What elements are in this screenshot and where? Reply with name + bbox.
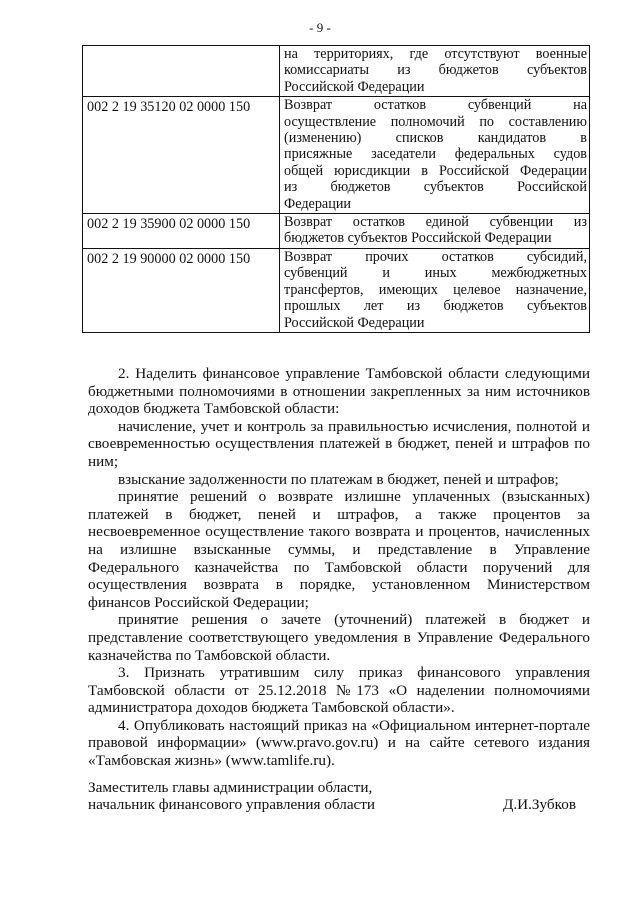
description-line: на территориях, где отсутствуют военные xyxy=(284,46,587,62)
page-number: - 9 - xyxy=(309,20,331,35)
order-body xyxy=(88,365,590,770)
description-line: Федерации xyxy=(284,195,352,212)
paragraph-refund: принятие решений о возврате излишне уплаченных (взысканных) платежей в бюджет, пеней и штрафов, а также процентов за несвоевременное осуществление такого возврата и процентов, начисленных на излишне взысканные суммы, и представление в Управление Федерального казначейства по Тамбовской области поручений для осуществления возврата в порядке, установленном Министерством финансов Российской Федерации; xyxy=(88,488,590,611)
revenue-codes-table xyxy=(82,45,590,333)
description-line: общей юрисдикции в Российской Федерации xyxy=(284,162,587,179)
description-line: субвенций и иных межбюджетных xyxy=(284,265,587,282)
table-row xyxy=(83,248,590,332)
code-cell: 002 2 19 90000 02 0000 150 xyxy=(83,248,280,332)
description-line: Российской Федерации xyxy=(284,314,425,331)
description-line: Возврат прочих остатков субсидий, xyxy=(284,248,587,265)
table-row xyxy=(83,214,590,249)
table-row xyxy=(83,97,590,214)
description-line: (изменению) списков кандидатов в xyxy=(284,130,587,147)
paragraph-collection: взыскание задолженности по платежам в бюджет, пеней и штрафов; xyxy=(118,470,559,488)
signature-block xyxy=(88,779,590,813)
description-line: Российской Федерации xyxy=(284,78,425,95)
description-line: трансфертов, имеющих целевое назначение, xyxy=(284,281,587,298)
description-line: присяжные заседатели федеральных судов xyxy=(284,146,587,163)
description-cell xyxy=(280,97,590,214)
description-line: Возврат остатков субвенций на xyxy=(284,97,587,114)
paragraph-item-2: 2. Наделить финансовое управление Тамбовской области следующими бюджетными полномочиями в отношении закрепленных за ним источников доходов бюджета Тамбовской области: xyxy=(88,365,590,418)
description-line: комиссариаты из бюджетов субъектов xyxy=(284,62,587,79)
description-cell xyxy=(280,46,590,97)
description-line: прошлых лет из бюджетов субъектов xyxy=(284,298,587,315)
code-cell xyxy=(83,46,280,97)
description-cell xyxy=(280,248,590,332)
signatory-name: Д.И.Зубков xyxy=(502,796,576,813)
description-line: из бюджетов субъектов Российской xyxy=(284,179,587,196)
code-cell: 002 2 19 35900 02 0000 150 xyxy=(83,214,280,249)
description-line: осуществление полномочий по составлению xyxy=(284,113,587,130)
signatory-position-line1: Заместитель главы администрации области, xyxy=(88,779,373,796)
paragraph-offset: принятие решения о зачете (уточнений) платежей в бюджет и представление соответствующего уведомления в Управление Федерального казначейства по Тамбовской области. xyxy=(88,611,590,664)
description-cell xyxy=(280,214,590,249)
paragraph-item-4: 4. Опубликовать настоящий приказ на «Официальном интернет-портале правовой информации» (www.pravo.gov.ru) и на сайте сетевого издания «Тамбовская жизнь» (www.tamlife.ru). xyxy=(88,716,590,770)
code-cell: 002 2 19 35120 02 0000 150 xyxy=(83,97,280,214)
description-line: Возврат остатков единой субвенции из xyxy=(284,214,587,231)
paragraph-accrual: начисление, учет и контроль за правильностью исчисления, полнотой и своевременностью осуществления платежей в бюджет, пеней и штрафов по ним; xyxy=(88,417,590,470)
signatory-position-line2: начальник финансового управления области xyxy=(88,796,376,813)
table-row xyxy=(83,46,590,97)
paragraph-item-3: 3. Признать утратившим силу приказ финансового управления Тамбовской области от 25.12.2018 №173 «О наделении полномочиями администратора доходов бюджета Тамбовской области». xyxy=(88,664,590,717)
description-line: бюджетов субъектов Российской Федерации xyxy=(284,230,552,247)
